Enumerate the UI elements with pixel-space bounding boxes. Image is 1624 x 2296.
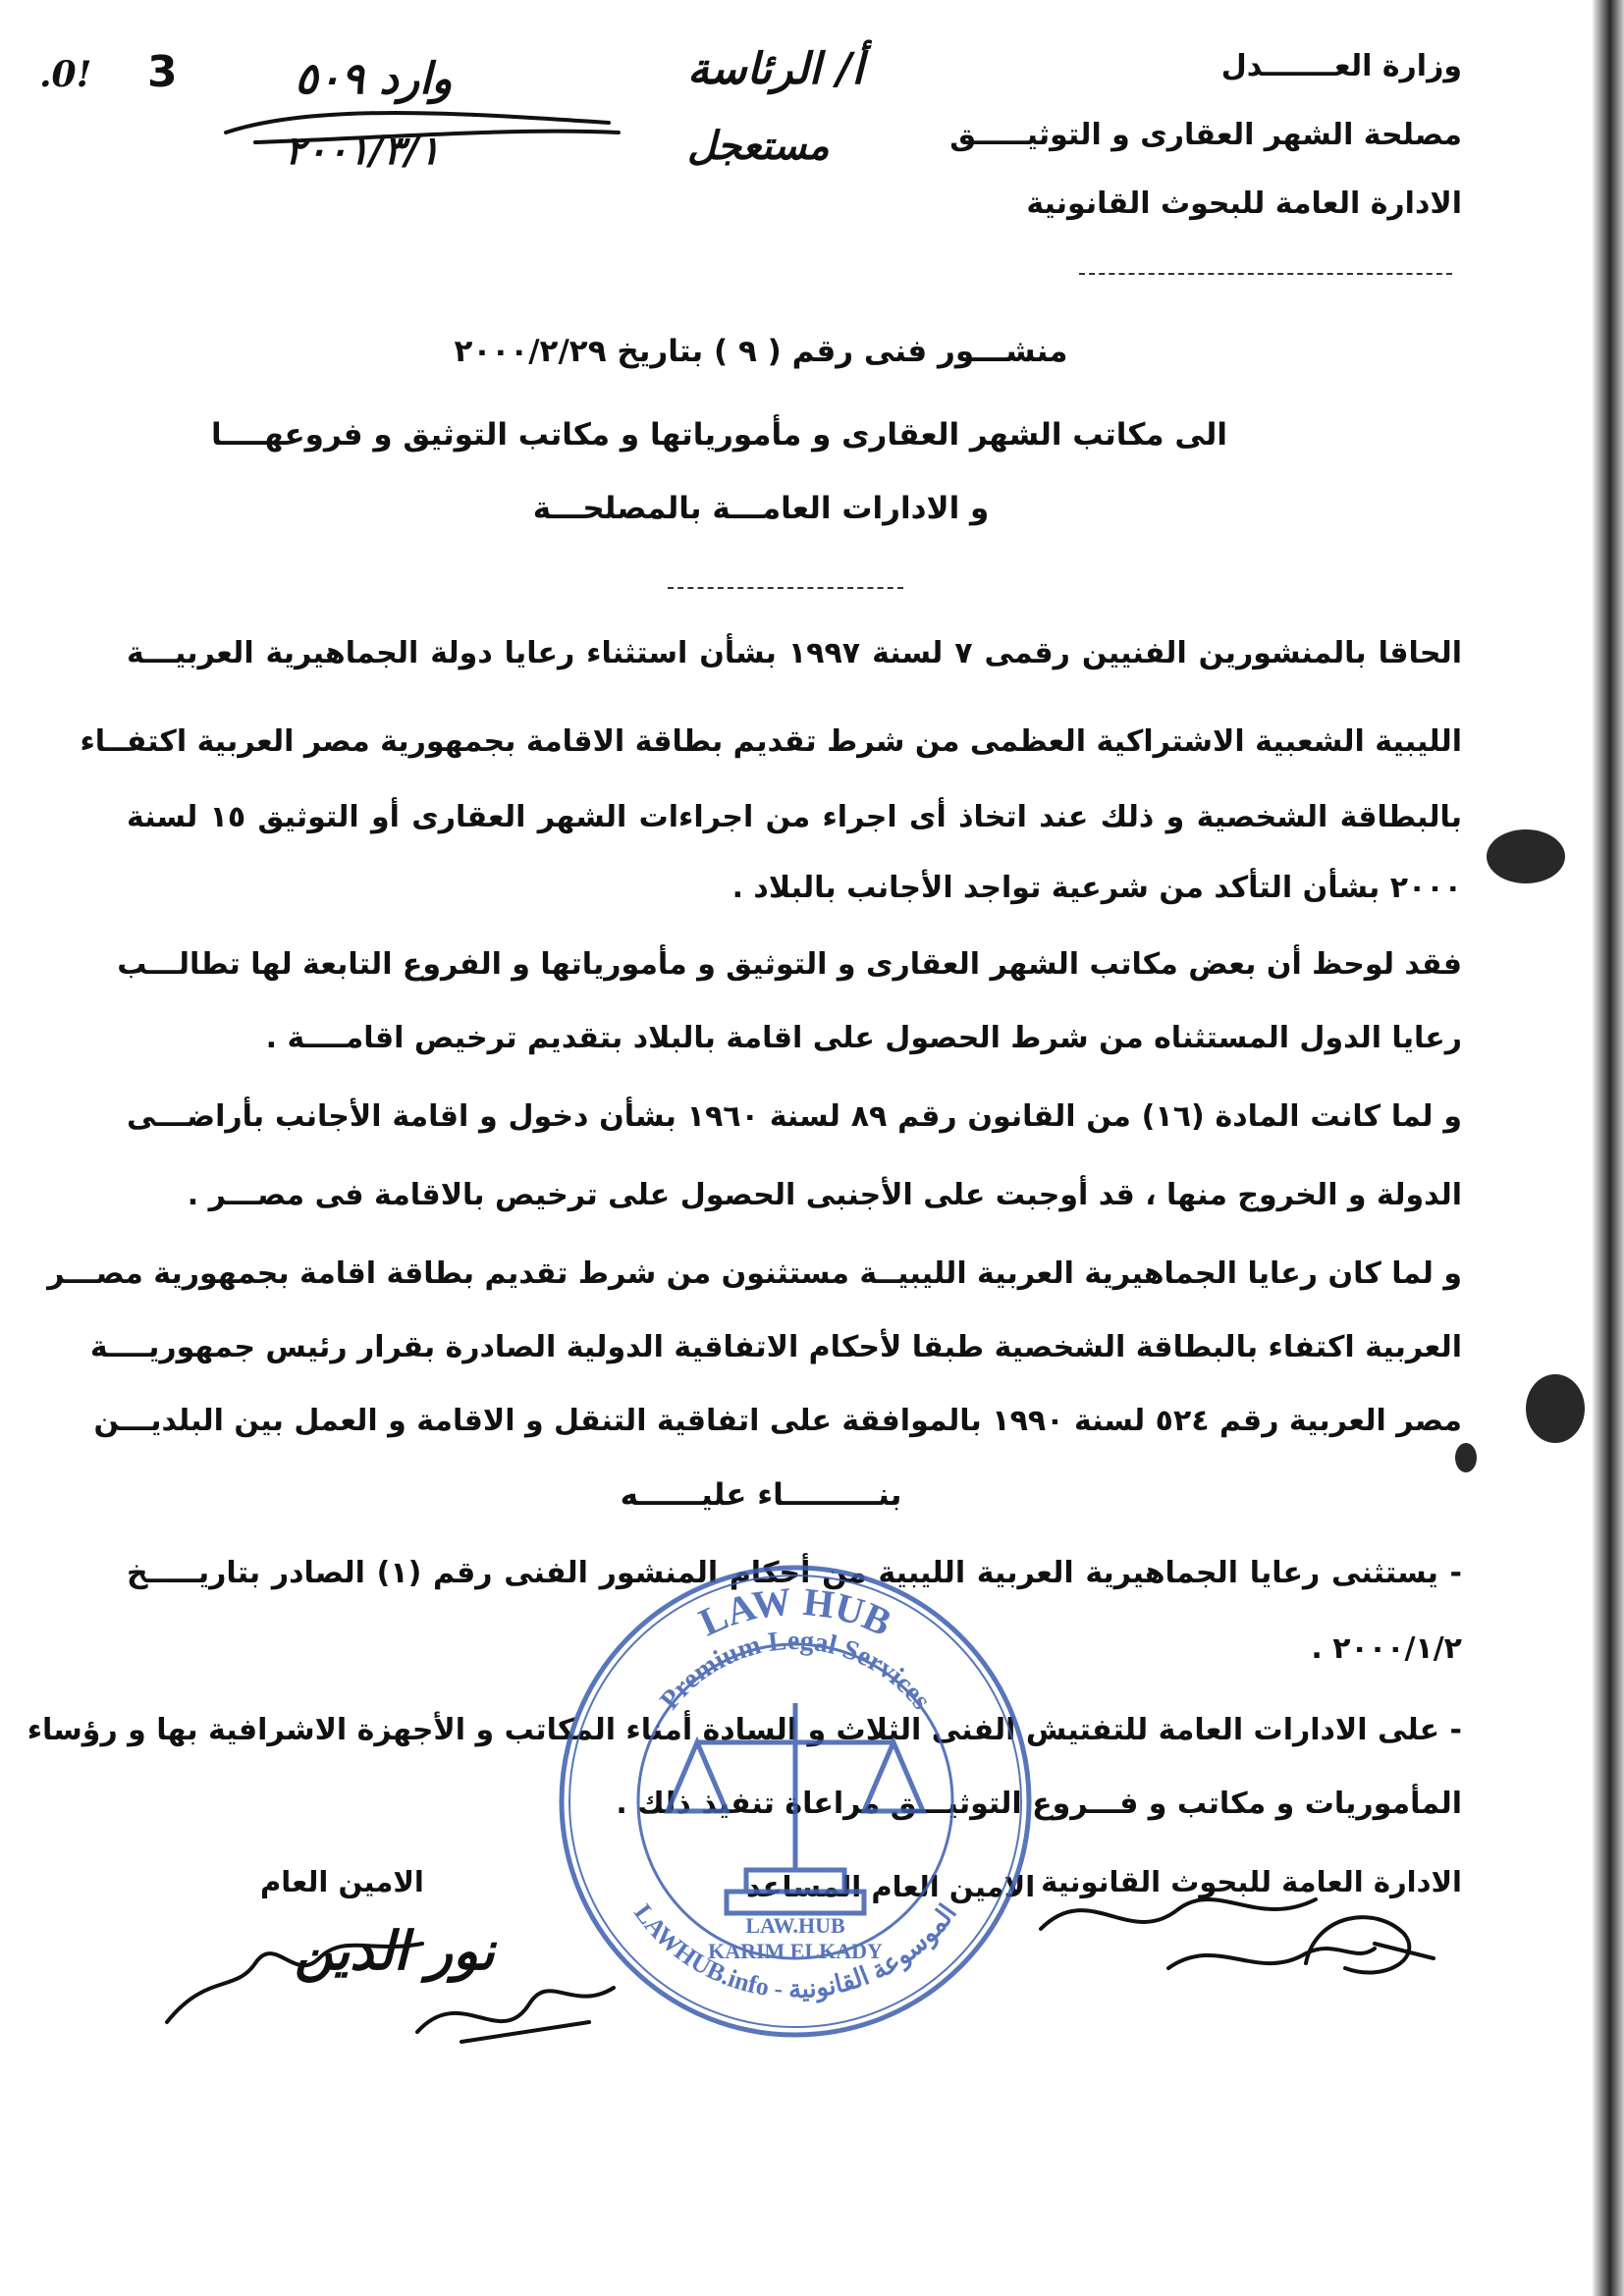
stamp-center-arc: Premium Legal Services [654,1625,937,1716]
signature-dept: الادارة العامة للبحوث القانونية [1041,1865,1462,1898]
circular-title: منشـــور فنى رقم ( ٩ ) بتاريخ ٢٠٠٠/٢/٢٩ [454,334,1068,369]
title-divider [668,587,903,589]
ink-stain [1487,829,1565,883]
handwritten-mark: .0! [39,54,92,95]
stamp-bottom-text: LAWHUB.info - الموسوعة القانونية [628,1898,962,2004]
stamp-center-label: LAW.HUB [745,1913,845,1938]
directive-item-1-cont: ٢٠٠٠/١/٢ . [1311,1631,1462,1666]
directive-item-2-cont: المأموريات و مكاتب و فـــروع التوثيـــق مراعاة تنفيذ ذلك . [616,1787,1462,1821]
handwritten-signature [1286,1885,1443,1993]
body-line: الحاقا بالمنشورين الفنيين رقمى ٧ لسنة ١٩٩٧ بشأن استثناء رعايا دولة الجماهيرية العربيـــة [127,636,1462,670]
handwritten-signature [147,1914,442,2042]
body-line: الليبية الشعبية الاشتراكية العظمى من شرط تقديم بطاقة الاقامة بجمهورية مصر العربية اكتفــاء [80,724,1462,759]
handwritten-date: ٢٠٠١/٣/١ [285,128,441,174]
scales-of-justice-icon [668,1703,923,1913]
scan-edge-shadow [1593,0,1624,2296]
signature-sec-gen: الامين العام [260,1865,424,1898]
header-divider [1079,273,1452,275]
handwritten-inbound-ref: وارد ٥٠٩ [295,54,453,104]
body-line: رعايا الدول المستثناه من شرط الحصول على اقامة بالبلاد بتقديم ترخيص اقامــــة . [265,1021,1462,1055]
body-line: فقد لوحظ أن بعض مكاتب الشهر العقارى و التوثيق و مأمورياتها و الفروع التابعة لها تطالـــب [117,947,1462,982]
signature-sec-gen-handwritten: نور الدين [295,1919,495,1982]
stamp-top-text: LAW HUB [692,1578,898,1645]
addressee-line-1: الى مكاتب الشهر العقارى و مأمورياتها و مكاتب التوثيق و فروعهــــا [211,417,1227,453]
ink-stain [1455,1443,1477,1472]
body-line: العربية اكتفاء بالبطاقة الشخصية طبقا لأحكام الاتفاقية الدولية الصادرة بقرار رئيس جمهوريــــة [89,1330,1462,1364]
body-line: ٢٠٠٠ بشأن التأكد من شرعية تواجد الأجانب بالبلاد . [731,871,1462,905]
signature-asst-sec: الامين العام المساعد [746,1870,1036,1903]
page-number: 3 [147,47,178,97]
authority-name: مصلحة الشهر العقارى و التوثيـــــق [949,118,1462,152]
law-hub-stamp [550,1556,1041,2047]
body-line: مصر العربية رقم ٥٢٤ لسنة ١٩٩٠ بالموافقة على اتفاقية التنقل و الاقامة و العمل بين البلديـــن [93,1404,1462,1438]
handwritten-initials-2: مستعجل [687,123,830,169]
directive-item-2: - على الادارات العامة للتفتيش الفنى الثلاث و السادة أمناء المكاتب و الأجهزة الاشرافية بها و رؤساء [27,1713,1462,1747]
body-line: و لما كان رعايا الجماهيرية العربية الليبيــة مستثنون من شرط تقديم بطاقة اقامة بجمهورية مصـــر [47,1256,1462,1291]
handwritten-initials: أ/ الرئاسة [687,44,864,94]
ministry-name: وزارة العـــــــدل [1220,49,1462,83]
body-line: و لما كانت المادة (١٦) من القانون رقم ٨٩ لسنة ١٩٦٠ بشأن دخول و اقامة الأجانب بأراضـــى [127,1099,1462,1134]
addressee-line-2: و الادارات العامـــة بالمصلحـــة [532,491,990,526]
therefore-heading: بنـــــــــاء عليــــــه [620,1477,902,1513]
stamp-center-name: KARIM ELKADY [708,1939,883,1963]
department-name: الادارة العامة للبحوث القانونية [1026,187,1462,221]
ink-stain [1526,1374,1585,1443]
body-line: بالبطاقة الشخصية و ذلك عند اتخاذ أى اجراء من اجراءات الشهر العقارى أو التوثيق ١٥ لسنة [127,800,1462,834]
directive-item-1: - يستثنى رعايا الجماهيرية العربية الليبية من أحكام المنشور الفنى رقم (١) الصادر بتاريـــــخ [127,1556,1463,1590]
body-line: الدولة و الخروج منها ، قد أوجبت على الأجنبى الحصول على ترخيص بالاقامة فى مصـــر . [187,1178,1462,1212]
